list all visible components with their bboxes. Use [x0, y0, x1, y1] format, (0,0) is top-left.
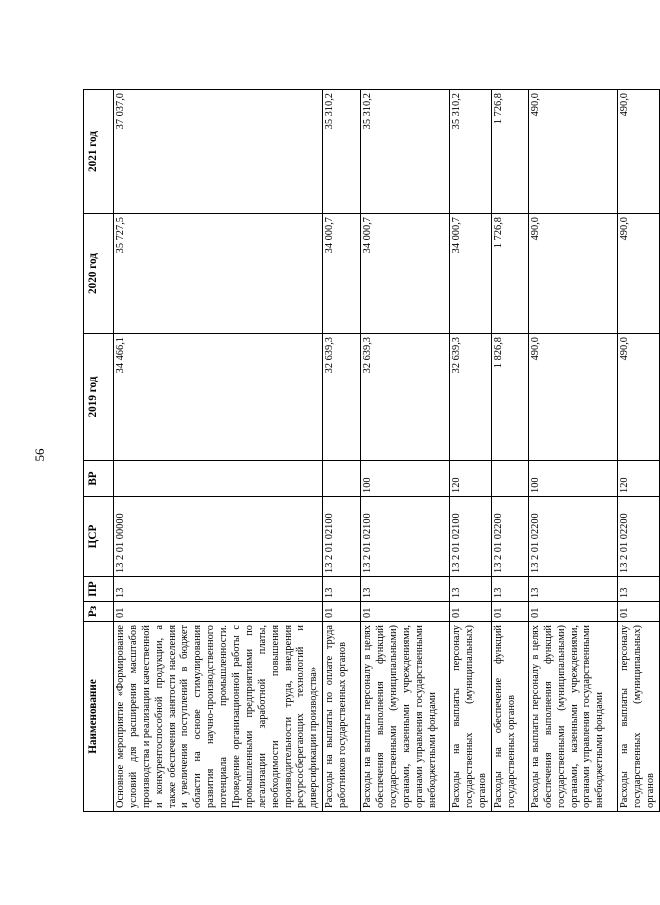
cell-rz: 01 [450, 602, 492, 622]
cell-csr: 13 2 01 02200 [491, 497, 528, 577]
cell-csr: 13 2 01 02200 [528, 497, 617, 577]
table-row [361, 90, 450, 812]
col-header-csr: ЦСР [84, 497, 114, 577]
rotated-table-container [83, 90, 656, 812]
cell-csr: 13 2 01 02100 [450, 497, 492, 577]
cell-csr: 13 2 01 00000 [114, 497, 323, 577]
cell-pr: 13 [528, 577, 617, 602]
header-row [84, 90, 114, 812]
table-row [528, 90, 617, 812]
cell-csr: 13 2 01 02100 [323, 497, 361, 577]
col-header-pr: ПР [84, 577, 114, 602]
cell-pr: 13 [361, 577, 450, 602]
cell-vr: 120 [617, 461, 659, 497]
cell-rz: 01 [361, 602, 450, 622]
cell-name: Основное мероприятие «Формирование условий для расширения масштабов производства и реализации качественной и конкурентоспособной продукции, а также обеспечения занятости населения и увеличения поступлений в бюджет области на основе стимулирования развития научно-производственного потенциала промышленности. Проведение организационной работы с промышленными предприятиями по легализации заработной платы, необходимости повышения производительности труда, внедрения ресурсосберегающих технологий и диверсификации производства» [114, 622, 323, 812]
table-row [617, 90, 659, 812]
cell-rz: 01 [491, 602, 528, 622]
cell-name: Расходы на выплаты персоналу в целях обеспечения выполнения функций государственными (муниципальными) органами, казенными учреждениями, органами управления государственными внебюджетными фондами [361, 622, 450, 812]
cell-2019: 490,0 [528, 334, 617, 461]
cell-csr: 13 2 01 02100 [361, 497, 450, 577]
cell-rz: 01 [323, 602, 361, 622]
cell-csr: 13 2 01 02200 [617, 497, 659, 577]
table-row [114, 90, 323, 812]
cell-pr: 13 [114, 577, 323, 602]
col-header-2020: 2020 год [84, 214, 114, 334]
cell-rz: 01 [617, 602, 659, 622]
cell-2021: 37 037,0 [114, 90, 323, 214]
cell-vr: 100 [361, 461, 450, 497]
cell-vr: 120 [450, 461, 492, 497]
cell-2020: 34 000,7 [450, 214, 492, 334]
cell-2019: 32 639,3 [450, 334, 492, 461]
cell-rz: 01 [114, 602, 323, 622]
col-header-name: Наименование [84, 622, 114, 812]
cell-2021: 35 310,2 [450, 90, 492, 214]
cell-pr: 13 [617, 577, 659, 602]
col-header-2021: 2021 год [84, 90, 114, 214]
col-header-rz: Рз [84, 602, 114, 622]
cell-2019: 1 826,8 [491, 334, 528, 461]
cell-name: Расходы на выплаты по оплате труда работников государственных органов [323, 622, 361, 812]
cell-2020: 34 000,7 [361, 214, 450, 334]
cell-2019: 34 466,1 [114, 334, 323, 461]
table-row [323, 90, 361, 812]
cell-2019: 32 639,3 [323, 334, 361, 461]
page-number: 56 [32, 448, 47, 462]
table-row [450, 90, 492, 812]
cell-name: Расходы на выплаты персоналу в целях обеспечения выполнения функций государственными (муниципальными) органами, казенными учреждениями, органами управления государственными внебюджетными фондами [528, 622, 617, 812]
cell-pr: 13 [450, 577, 492, 602]
cell-2020: 490,0 [617, 214, 659, 334]
col-header-2019: 2019 год [84, 334, 114, 461]
table-row [491, 90, 528, 812]
cell-name: Расходы на обеспечение функций государственных органов [491, 622, 528, 812]
cell-2020: 34 000,7 [323, 214, 361, 334]
cell-name: Расходы на выплаты персоналу государственных (муниципальных) органов [450, 622, 492, 812]
cell-vr [114, 461, 323, 497]
cell-2021: 490,0 [617, 90, 659, 214]
cell-2020: 490,0 [528, 214, 617, 334]
cell-2021: 35 310,2 [361, 90, 450, 214]
cell-rz: 01 [528, 602, 617, 622]
cell-2019: 32 639,3 [361, 334, 450, 461]
cell-2020: 35 727,5 [114, 214, 323, 334]
cell-vr: 100 [528, 461, 617, 497]
cell-2021: 35 310,2 [323, 90, 361, 214]
budget-table-region [83, 90, 656, 812]
budget-table [83, 89, 660, 812]
cell-pr: 13 [323, 577, 361, 602]
cell-2021: 1 726,8 [491, 90, 528, 214]
cell-vr [491, 461, 528, 497]
cell-name: Расходы на выплаты персоналу государственных (муниципальных) органов [617, 622, 659, 812]
cell-2019: 490,0 [617, 334, 659, 461]
col-header-vr: ВР [84, 461, 114, 497]
cell-pr: 13 [491, 577, 528, 602]
cell-2020: 1 726,8 [491, 214, 528, 334]
cell-vr [323, 461, 361, 497]
cell-2021: 490,0 [528, 90, 617, 214]
